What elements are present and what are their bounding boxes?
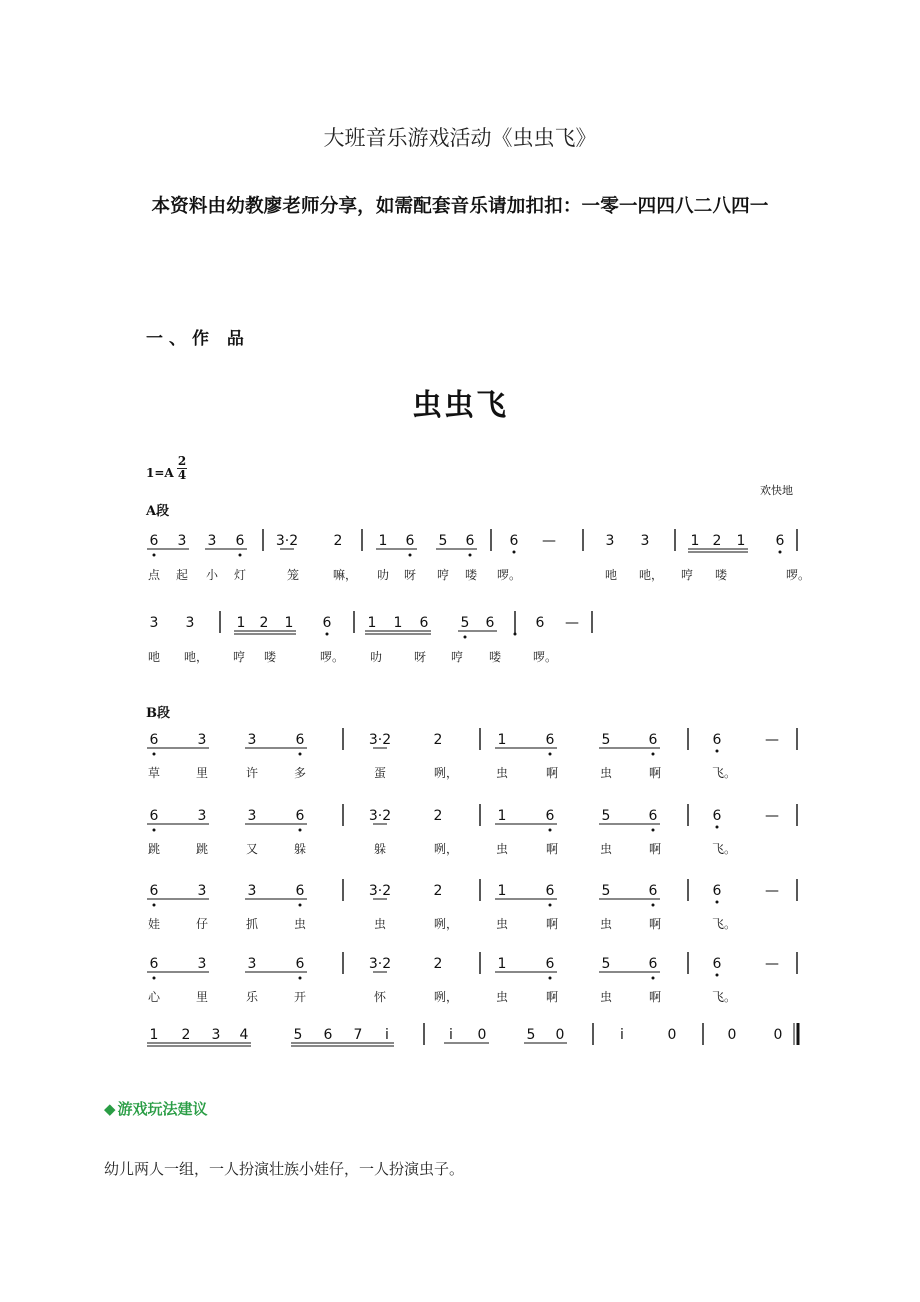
lyric-syllable: 哼 (436, 568, 450, 582)
octave-dot (716, 826, 719, 829)
score-note: 5 (526, 1027, 536, 1043)
section-a-label: A段 (146, 504, 170, 519)
lyric-syllable: 哼 (450, 650, 464, 664)
time-signature-top: 2 (177, 454, 187, 468)
document-title: 大班音乐游戏活动《虫虫飞》 (323, 126, 597, 150)
octave-dot (514, 633, 517, 636)
score-note: 6 (322, 615, 332, 631)
score-note: 3·2 (368, 883, 392, 899)
score-note: 0 (773, 1027, 783, 1043)
score-note: 4 (239, 1027, 249, 1043)
lyric-syllable: 躲 (293, 842, 307, 856)
octave-dot (652, 753, 655, 756)
score-note: 6 (712, 808, 722, 824)
lyric-syllable: 里 (195, 766, 209, 780)
score-note: 6 (295, 732, 305, 748)
lyric-syllable: 虫 (495, 842, 509, 856)
score-note: 5 (601, 883, 611, 899)
lyric-syllable: 里 (195, 990, 209, 1004)
lyric-syllable: 吔， (183, 650, 209, 664)
score-note: 5 (438, 533, 448, 549)
lyric-syllable: 啊 (545, 990, 559, 1004)
lyric-syllable: 点 (147, 568, 161, 582)
lyric-syllable: 咧， (433, 990, 459, 1004)
lyric-syllable: 啰。 (496, 568, 522, 582)
octave-dot (549, 904, 552, 907)
score-note: 6 (775, 533, 785, 549)
lyric-syllable: 虫 (599, 917, 613, 931)
lyric-syllable: 又 (245, 842, 259, 856)
score-note: 3 (197, 732, 207, 748)
score-note: 3 (605, 533, 615, 549)
octave-dot (153, 904, 156, 907)
score-note: 1 (149, 1027, 159, 1043)
score-note: 5 (601, 808, 611, 824)
lyric-syllable: 灯 (233, 568, 247, 582)
score-note: 2 (433, 732, 443, 748)
lyric-syllable: 喽 (714, 568, 728, 582)
score-note: i (449, 1027, 453, 1043)
lyric-syllable: 虫 (599, 766, 613, 780)
lyric-syllable: 啊 (648, 990, 662, 1004)
score-note: 5 (601, 732, 611, 748)
octave-dot (716, 750, 719, 753)
score-note: 6 (509, 533, 519, 549)
lyric-syllable: 飞。 (711, 842, 737, 856)
lyric-syllable: 吔， (638, 568, 664, 582)
score-note: 0 (727, 1027, 737, 1043)
score-note: i (620, 1027, 624, 1043)
score-note: 6 (149, 883, 159, 899)
score-note: 0 (667, 1027, 677, 1043)
lyric-syllable: 飞。 (711, 990, 737, 1004)
score-note: 3 (207, 533, 217, 549)
score-note: 6 (295, 956, 305, 972)
score-note: 5 (601, 956, 611, 972)
lyric-syllable: 虫 (495, 990, 509, 1004)
score-note: 6 (149, 732, 159, 748)
lyric-syllable: 躲 (373, 842, 387, 856)
score-note: 3 (197, 956, 207, 972)
play-suggestion-body: 幼儿两人一组，一人扮演壮族小娃仔，一人扮演虫子。 (104, 1160, 465, 1178)
lyric-syllable: 咧， (433, 766, 459, 780)
lyric-syllable: 飞。 (711, 917, 737, 931)
score-note: 6 (712, 732, 722, 748)
score-note: 6 (295, 883, 305, 899)
score-note: 6 (545, 732, 555, 748)
score-note: 6 (235, 533, 245, 549)
lyric-syllable: 怀 (373, 990, 387, 1004)
score-note: 6 (535, 615, 545, 631)
lyric-syllable: 起 (175, 568, 189, 582)
lyric-syllable: 虫 (495, 917, 509, 931)
octave-dot (299, 977, 302, 980)
score-note: 3 (640, 533, 650, 549)
key-signature: 1=A (146, 466, 174, 480)
time-signature-bottom: 4 (177, 468, 187, 482)
octave-dot (652, 904, 655, 907)
score-note: 6 (648, 732, 658, 748)
lyric-syllable: 虫 (599, 990, 613, 1004)
octave-dot (326, 633, 329, 636)
score-note: 6 (712, 956, 722, 972)
score-note: 1 (367, 615, 377, 631)
score-note: 3 (197, 808, 207, 824)
score-note: 1 (690, 533, 700, 549)
lyric-syllable: 呀 (403, 568, 417, 582)
lyric-syllable: 喽 (263, 650, 277, 664)
score-note: 2 (181, 1027, 191, 1043)
song-title: 虫虫飞 (412, 388, 508, 423)
score-note: 6 (149, 808, 159, 824)
score-note: 3 (197, 883, 207, 899)
score-note: 3 (247, 883, 257, 899)
lyric-syllable: 吔 (604, 568, 618, 582)
score-note: 6 (465, 533, 475, 549)
lyric-syllable: 叻 (376, 568, 390, 582)
score-note: 6 (149, 533, 159, 549)
lyric-syllable: 嘛， (332, 568, 358, 582)
lyric-syllable: 啊 (648, 766, 662, 780)
lyric-syllable: 跳 (147, 842, 161, 856)
octave-dot (549, 829, 552, 832)
lyric-syllable: 小 (205, 568, 219, 582)
octave-dot (464, 636, 467, 639)
score-note: 3 (177, 533, 187, 549)
score-note: 2 (259, 615, 269, 631)
score-note: 6 (485, 615, 495, 631)
score-note: 6 (323, 1027, 333, 1043)
play-suggestion-heading (104, 1098, 208, 1119)
lyric-syllable: 啊 (545, 766, 559, 780)
score-note: 6 (545, 956, 555, 972)
lyric-syllable: 喽 (488, 650, 502, 664)
score-note: 2 (433, 808, 443, 824)
score-note: 3 (247, 808, 257, 824)
lyric-syllable: 吔 (147, 650, 161, 664)
score-note: — (765, 883, 779, 899)
score-note: 2 (333, 533, 343, 549)
octave-dot (652, 829, 655, 832)
score-note: — (765, 808, 779, 824)
score-note: 6 (545, 883, 555, 899)
section-b-label: B段 (146, 706, 170, 721)
octave-dot (153, 977, 156, 980)
share-note: 本资料由幼教廖老师分享，如需配套音乐请加扣扣：一零一四四八二八四一 (151, 196, 769, 217)
lyric-syllable: 虫 (495, 766, 509, 780)
octave-dot (153, 753, 156, 756)
lyric-syllable: 喽 (464, 568, 478, 582)
octave-dot (409, 554, 412, 557)
lyric-syllable: 啊 (545, 842, 559, 856)
octave-dot (153, 554, 156, 557)
lyric-syllable: 虫 (599, 842, 613, 856)
section-heading: 一、作 品 (146, 329, 250, 349)
diamond-icon: ◆ (104, 1100, 116, 1118)
tempo-marking: 欢快地 (760, 484, 793, 497)
lyric-syllable: 咧， (433, 917, 459, 931)
lyric-syllable: 啰。 (532, 650, 558, 664)
score-note: 1 (378, 533, 388, 549)
score-note: — (765, 956, 779, 972)
score-note: 0 (555, 1027, 565, 1043)
octave-dot (299, 753, 302, 756)
score-note: 6 (648, 808, 658, 824)
lyric-syllable: 笼 (286, 568, 300, 582)
lyric-syllable: 啰。 (319, 650, 345, 664)
octave-dot (469, 554, 472, 557)
score-note: 1 (497, 732, 507, 748)
lyric-syllable: 虫 (373, 917, 387, 931)
lyric-syllable: 开 (293, 990, 307, 1004)
score-note: — (565, 615, 579, 631)
score-note: 0 (477, 1027, 487, 1043)
lyric-syllable: 啊 (545, 917, 559, 931)
score-note: i (385, 1027, 389, 1043)
score-note: 2 (433, 956, 443, 972)
score-note: 3 (211, 1027, 221, 1043)
score-note: 1 (497, 956, 507, 972)
score-note: 3·2 (368, 732, 392, 748)
lyric-syllable: 娃 (147, 917, 161, 931)
score-note: 1 (284, 615, 294, 631)
octave-dot (239, 554, 242, 557)
score-note: 3 (247, 732, 257, 748)
lyric-syllable: 呀 (413, 650, 427, 664)
octave-dot (549, 753, 552, 756)
score-note: 3 (185, 615, 195, 631)
octave-dot (652, 977, 655, 980)
score-note: 3·2 (368, 956, 392, 972)
score-note: 6 (648, 956, 658, 972)
lyric-syllable: 仔 (195, 917, 209, 931)
score-note: 3 (149, 615, 159, 631)
lyric-syllable: 多 (293, 766, 307, 780)
octave-dot (153, 829, 156, 832)
lyric-syllable: 叻 (369, 650, 383, 664)
score-note: 3·2 (368, 808, 392, 824)
score-note: 6 (419, 615, 429, 631)
octave-dot (299, 904, 302, 907)
lyric-syllable: 啊 (648, 917, 662, 931)
lyric-syllable: 跳 (195, 842, 209, 856)
score-note: 7 (353, 1027, 363, 1043)
score-note: — (542, 533, 556, 549)
score-note: 3·2 (275, 533, 299, 549)
score-note: 3 (247, 956, 257, 972)
lyric-syllable: 啰。 (785, 568, 811, 582)
score-note: 5 (293, 1027, 303, 1043)
lyric-syllable: 乐 (245, 990, 259, 1004)
score-note: 2 (712, 533, 722, 549)
octave-dot (513, 551, 516, 554)
octave-dot (299, 829, 302, 832)
lyric-syllable: 哼 (680, 568, 694, 582)
score-note: 6 (545, 808, 555, 824)
score-note: 1 (393, 615, 403, 631)
lyric-syllable: 虫 (293, 917, 307, 931)
lyric-syllable: 咧， (433, 842, 459, 856)
play-suggestion-heading-text: 游戏玩法建议 (117, 1100, 208, 1118)
lyric-syllable: 心 (147, 990, 161, 1004)
score-note: 2 (433, 883, 443, 899)
score-note: 5 (460, 615, 470, 631)
lyric-syllable: 哼 (232, 650, 246, 664)
lyric-syllable: 蛋 (373, 766, 387, 780)
octave-dot (549, 977, 552, 980)
lyric-syllable: 抓 (245, 917, 259, 931)
lyric-syllable: 许 (245, 766, 259, 780)
lyric-syllable: 飞。 (711, 766, 737, 780)
score-note: 6 (648, 883, 658, 899)
score-note: 6 (405, 533, 415, 549)
score-note: 6 (712, 883, 722, 899)
score-note: 6 (295, 808, 305, 824)
score-note: 1 (236, 615, 246, 631)
score-note: — (765, 732, 779, 748)
octave-dot (716, 974, 719, 977)
octave-dot (779, 551, 782, 554)
lyric-syllable: 草 (147, 766, 161, 780)
lyric-syllable: 啊 (648, 842, 662, 856)
score-note: 1 (497, 808, 507, 824)
octave-dot (716, 901, 719, 904)
score-note: 1 (497, 883, 507, 899)
score-note: 6 (149, 956, 159, 972)
score-note: 1 (736, 533, 746, 549)
